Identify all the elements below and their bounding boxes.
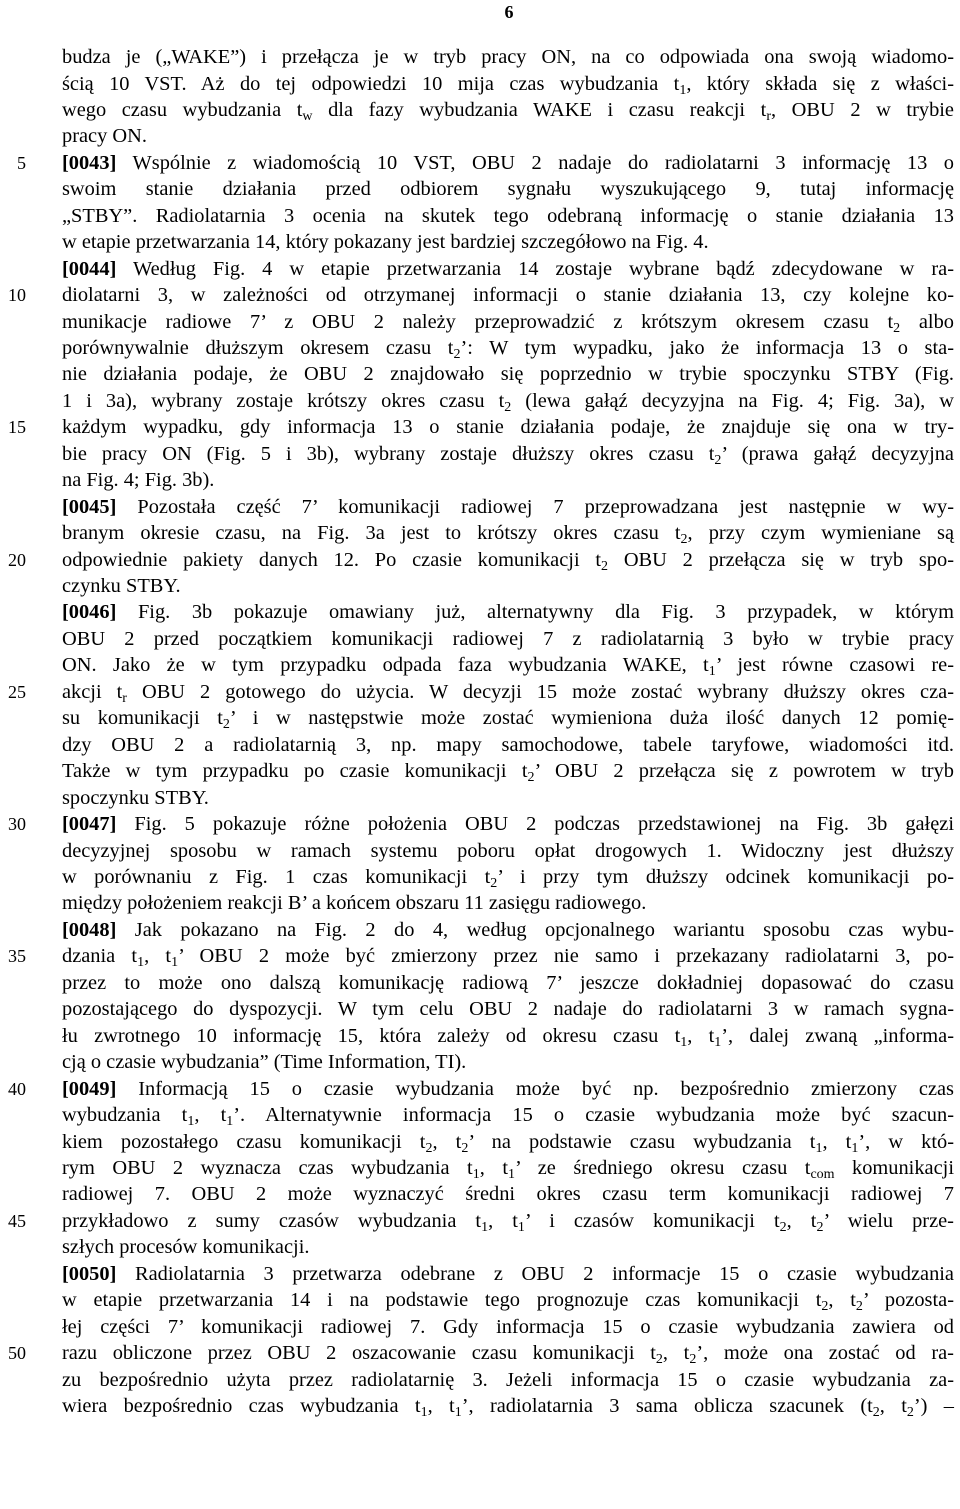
line-number: 35 [8, 946, 26, 967]
text-run: ’, radiolatarnia 3 sama oblicza szacunek (t [461, 1395, 873, 1417]
subscript: 1 [226, 1114, 234, 1129]
text-line [62, 123, 954, 149]
text-line [62, 520, 954, 546]
text-line [62, 1340, 954, 1366]
subscript: 2 [601, 558, 609, 574]
subscript: 2 [222, 717, 230, 733]
subscript: 2 [872, 1405, 880, 1420]
text-run: , t [828, 1289, 856, 1312]
subscript: 2 [893, 320, 901, 336]
line-number: 40 [8, 1078, 26, 1099]
subscript: 1 [420, 1405, 428, 1420]
text-run: OBU 2 przed początkiem komunikacji radiowej 7 z radiolatarnią 3 było w trybie pracy [62, 627, 954, 650]
text-run: dzania t [62, 945, 138, 968]
text-run: ’: W tym wypadku, jako że informacja 13 o sta- [460, 336, 955, 359]
text-run: „STBY”. Radiolatarnia 3 ocenia na skutek tego odebraną informację o stanie działania 13 [62, 204, 954, 227]
text-run: , t [432, 1130, 462, 1153]
text-run: Pozostała część 7’ komunikacji radiowej 7 przeprowadzana jest następnie w wy- [116, 495, 954, 518]
subscript: 1 [187, 1114, 195, 1129]
text-run: (lewa gałąź decyzyjna na Fig. 4; Fig. 3a), w [511, 389, 954, 412]
text-line [62, 176, 954, 202]
subscript: 2 [816, 1219, 824, 1235]
text-line [62, 1129, 954, 1155]
text-line [62, 679, 954, 705]
text-run: dla fazy wybudzania WAKE i czasu reakcji t [312, 98, 767, 121]
text-run: Jak pokazano na Fig. 2 do 4, według opcjonalnego wariantu sposobu czas wybu- [116, 918, 954, 941]
page-number: 6 [504, 2, 514, 22]
text-line [62, 361, 954, 387]
text-run: rym OBU 2 wyznacza czas wybudzania t [62, 1156, 473, 1179]
text-run: radiowej 7. OBU 2 może wyznaczyć średni okres czasu term komunikacji radiowej 7 [62, 1183, 954, 1206]
paragraph-id: [0048] [62, 918, 117, 941]
text-run: , t [687, 1024, 715, 1047]
line-number: 15 [8, 417, 26, 438]
text-line [62, 1287, 954, 1313]
text-run: albo [900, 310, 954, 333]
text-run: pracy ON. [62, 125, 147, 148]
line-number: 30 [8, 814, 26, 834]
text-line [62, 44, 954, 70]
text-run: budza je („WAKE”) i przełącza je w tryb pracy ON, na co odpowiada ona swoją wiadomo- [62, 46, 954, 68]
paragraph-id: [0046] [62, 601, 117, 624]
subscript: 2 [689, 1352, 697, 1367]
subscript: 2 [655, 1352, 663, 1367]
text-run: w etapie przetwarzania 14, który pokazany jest bardziej szczegółowo na Fig. 4. [62, 231, 709, 254]
paragraph-id: [0047] [62, 813, 117, 835]
subscript: 2 [490, 875, 498, 891]
text-run: ’, może ona zostać od ra- [696, 1342, 954, 1364]
text-run: ’ (prawa gałąź decyzyjna [721, 442, 954, 465]
text-line [62, 256, 954, 282]
text-line [62, 282, 954, 308]
text-run: wybudzania t [62, 1104, 188, 1126]
text-line [62, 838, 954, 864]
subscript: 1 [454, 1405, 462, 1420]
text-line [62, 1314, 954, 1340]
text-run: , przy czym wymieniane są [687, 522, 954, 545]
text-run: ’ pozosta- [862, 1289, 955, 1312]
text-run: Także w tym przypadku po czasie komunikacji t [62, 760, 528, 783]
paragraph-id: [0045] [62, 495, 117, 518]
text-run: decyzyjnej sposobu w ramach systemu poboru opłat drogowych 1. Widoczny jest dłuższy [62, 839, 954, 862]
text-line [62, 1393, 954, 1419]
text-run: ’, dalej zwaną „informa- [721, 1024, 954, 1047]
text-run: przez to może ono dalszą komunikację radiową 7’ jeszcze dokładniej dopasować do czasu [62, 971, 954, 994]
subscript: 2 [779, 1219, 787, 1235]
text-line [62, 1155, 954, 1181]
text-run: nie działania podaje, że OBU 2 znajdowało się poprzednio w trybie spoczynku STBY (Fig. [62, 363, 954, 386]
subscript: 1 [481, 1219, 489, 1235]
subscript: w [302, 108, 313, 124]
text-line [62, 573, 954, 599]
text-line [62, 996, 954, 1022]
subscript: 2 [855, 1299, 863, 1315]
text-line [62, 71, 954, 97]
text-run: ’ i przy tym dłuższy odcinek komunikacji po- [497, 865, 955, 888]
text-run: komunikacji [834, 1156, 954, 1179]
text-line [62, 1102, 954, 1128]
text-line [62, 494, 954, 520]
line-number: 20 [8, 549, 26, 570]
subscript: 1 [472, 1166, 480, 1182]
text-run: zu bezpośrednio użyta przez radiolatarnię 3. Jeżeli informacja 15 o czasie wybudzania za- [62, 1368, 954, 1391]
text-run: spoczynku STBY. [62, 786, 209, 809]
text-line [62, 1181, 954, 1207]
text-line [62, 626, 954, 652]
text-line [62, 1049, 954, 1075]
subscript: 2 [461, 1140, 469, 1156]
text-run: , który składa się z właści- [686, 72, 954, 95]
paragraph-id: [0043] [62, 151, 117, 174]
text-run: OBU 2 przełącza się w tryb spo- [608, 548, 954, 571]
text-line [62, 864, 954, 890]
text-run: , t [194, 1104, 227, 1126]
text-run: Fig. 3b pokazuje omawiany już, alternatywny dla Fig. 3 przypadek, w którym [116, 601, 954, 624]
text-run: wiera bezpośrednio czas wybudzania t [62, 1395, 421, 1417]
line-number: 45 [8, 1210, 26, 1231]
text-run: , t [822, 1130, 852, 1153]
text-line [62, 758, 954, 784]
subscript: 1 [679, 82, 687, 98]
subscript: 2 [906, 1405, 914, 1420]
subscript: 2 [714, 452, 722, 468]
text-line [62, 811, 954, 837]
text-run: akcji t [62, 680, 123, 703]
text-line [62, 309, 954, 335]
text-line [62, 229, 954, 255]
text-run: bie pracy ON (Fig. 5 i 3b), wybrany zostaje dłuższy okres czasu t [62, 442, 715, 465]
text-run: , t [879, 1395, 907, 1417]
text-line [62, 1023, 954, 1049]
text-line [62, 1076, 954, 1102]
text-run: , t [427, 1395, 455, 1417]
text-run: munikacje radiowe 7’ z OBU 2 należy przeprowadzić z krótszym okresem czasu t [62, 310, 894, 333]
subscript: 1 [137, 955, 145, 971]
text-run: ’, w któ- [858, 1130, 954, 1153]
paragraph-id: [0050] [62, 1262, 117, 1285]
text-run: su komunikacji t [62, 707, 223, 730]
text-line [62, 414, 954, 440]
text-line [62, 203, 954, 229]
text-run: w porównaniu z Fig. 1 czas komunikacji t [62, 865, 491, 888]
text-run: ’) – [913, 1395, 954, 1417]
text-run: w etapie przetwarzania 14 i na podstawie tego prognozuje czas komunikacji t [62, 1289, 822, 1312]
subscript: 2 [453, 346, 461, 362]
text-run: , t [662, 1342, 690, 1364]
text-run: branym okresie czasu, na Fig. 3a jest to krótszy okres czasu t [62, 522, 681, 545]
text-line [62, 1261, 954, 1287]
text-run: , OBU 2 w trybie [771, 98, 954, 121]
text-run: , t [488, 1209, 518, 1232]
line-number: 25 [8, 681, 26, 702]
subscript: 1 [680, 1034, 688, 1050]
text-run: , t [479, 1156, 508, 1179]
text-run: łej części 7’ komunikacji radiowej 7. Gdy informacja 15 o czasie wybudzania zawiera od [62, 1315, 954, 1338]
text-run: ’ ze średniego okresu czasu t [514, 1156, 811, 1179]
text-line [62, 890, 954, 916]
text-run: ’ jest równe czasowi re- [715, 654, 954, 677]
text-line [62, 1234, 954, 1260]
text-run: łu zwrotnego 10 informację 15, która zależy od okresu czasu t [62, 1024, 681, 1047]
text-line [62, 917, 954, 943]
subscript: 1 [815, 1140, 823, 1156]
text-run: razu obliczone przez OBU 2 oszacowanie czasu komunikacji t [62, 1342, 656, 1364]
text-line [62, 970, 954, 996]
text-line [62, 705, 954, 731]
subscript: 2 [821, 1299, 829, 1315]
text-line [62, 599, 954, 625]
paragraph-id: [0049] [62, 1077, 117, 1100]
text-run: odpowiednie pakiety danych 12. Po czasie komunikacji t [62, 548, 602, 571]
text-run: szłych procesów komunikacji. [62, 1236, 310, 1259]
text-line [62, 388, 954, 414]
line-number: 10 [8, 285, 26, 305]
line-number: 5 [17, 152, 26, 173]
text-line [62, 150, 954, 176]
text-run: porównywalnie dłuższym okresem czasu t [62, 336, 454, 359]
text-run: Informacją 15 o czasie wybudzania może być np. bezpośrednio zmierzony czas [116, 1077, 954, 1100]
text-line [62, 547, 954, 573]
text-line [62, 1367, 954, 1393]
subscript: 1 [171, 955, 179, 971]
text-run: przykładowo z sumy czasów wybudzania t [62, 1209, 482, 1232]
text-line [62, 97, 954, 123]
text-line [62, 785, 954, 811]
text-run: , t [786, 1209, 817, 1232]
text-line [62, 1208, 954, 1234]
text-run: dzy OBU 2 a radiolatarnią 3, np. mapy samochodowe, tabele taryfowe, wiadomości itd. [62, 733, 954, 756]
subscript: 1 [714, 1034, 722, 1050]
text-run: ’ OBU 2 może być zmierzony przez nie samo i przekazany radiolatarni 3, po- [178, 945, 954, 968]
text-run: swoim stanie działania przed odbiorem sygnału wyszukującego 9, tutaj informację [62, 178, 954, 201]
subscript: 2 [425, 1140, 433, 1156]
subscript: r [766, 108, 771, 124]
text-run: ’ wielu prze- [823, 1209, 954, 1232]
text-run: cją o czasie wybudzania” (Time Information, TI). [62, 1051, 467, 1074]
text-run: każdym wypadku, gdy informacja 13 o stanie działania podaje, że znajduje się ona w try- [62, 416, 954, 439]
subscript: 1 [708, 664, 716, 680]
text-run: między położeniem reakcji B’ a końcem obszaru 11 zasięgu radiowego. [62, 892, 647, 915]
text-line [62, 441, 954, 467]
text-line [62, 652, 954, 678]
text-run: kiem pozostałego czasu komunikacji t [62, 1130, 426, 1153]
text-run: Fig. 5 pokazuje różne położenia OBU 2 podczas przedstawionej na Fig. 3b gałęzi [116, 813, 954, 835]
text-line [62, 335, 954, 361]
text-run: diolatarni 3, w zależności od otrzymanej informacji o stanie działania 13, czy kolejne ko- [62, 284, 954, 306]
text-run: , t [144, 945, 172, 968]
text-run: ’. Alternatywnie informacja 15 o czasie wybudzania może być szacun- [233, 1104, 954, 1126]
text-run: ON. Jako że w tym przypadku odpada faza wybudzania WAKE, t [62, 654, 709, 677]
text-line [62, 943, 954, 969]
subscript: 2 [680, 532, 688, 548]
subscript: 1 [517, 1219, 525, 1235]
text-run: ’ na podstawie czasu wybudzania t [468, 1130, 816, 1153]
text-run: wego czasu wybudzania t [62, 98, 303, 121]
text-run: Według Fig. 4 w etapie przetwarzania 14 zostaje wybrane bądź zdecydowane w ra- [116, 257, 954, 280]
text-line [62, 732, 954, 758]
text-run: ’ OBU 2 przełącza się z powrotem w tryb [534, 760, 954, 783]
text-run: pozostającego do dyspozycji. W tym celu OBU 2 nadaje do radiolatarni 3 w ramach sygna- [62, 998, 954, 1021]
text-run: ’ i czasów komunikacji t [524, 1209, 780, 1232]
text-line [62, 467, 954, 493]
line-number: 50 [8, 1343, 26, 1363]
text-run: Radiolatarnia 3 przetwarza odebrane z OBU 2 informacje 15 o czasie wybudzania [116, 1262, 954, 1285]
text-run: ścią 10 VST. Aż do tej odpowiedzi 10 mija czas wybudzania t [62, 72, 680, 95]
subscript: 2 [527, 770, 535, 786]
subscript: r [122, 690, 127, 706]
subscript: 2 [504, 399, 512, 415]
text-run: OBU 2 gotowego do użycia. W decyzji 15 może zostać wybrany dłuższy okres cza- [126, 680, 954, 703]
text-run: ’ i w następstwie może zostać wymieniona duża ilość danych 12 pomię- [229, 707, 954, 730]
subscript: com [810, 1166, 835, 1182]
text-run: czynku STBY. [62, 575, 181, 597]
line-numbers [0, 0, 40, 1509]
text-run: na Fig. 4; Fig. 3b). [62, 469, 215, 492]
paragraph-id: [0044] [62, 257, 117, 280]
text-run: Wspólnie z wiadomością 10 VST, OBU 2 nadaje do radiolatarni 3 informację 13 o [116, 151, 954, 174]
subscript: 1 [507, 1166, 515, 1182]
text-run: 1 i 3a), wybrany zostaje krótszy okres czasu t [62, 389, 505, 412]
subscript: 1 [851, 1140, 859, 1156]
